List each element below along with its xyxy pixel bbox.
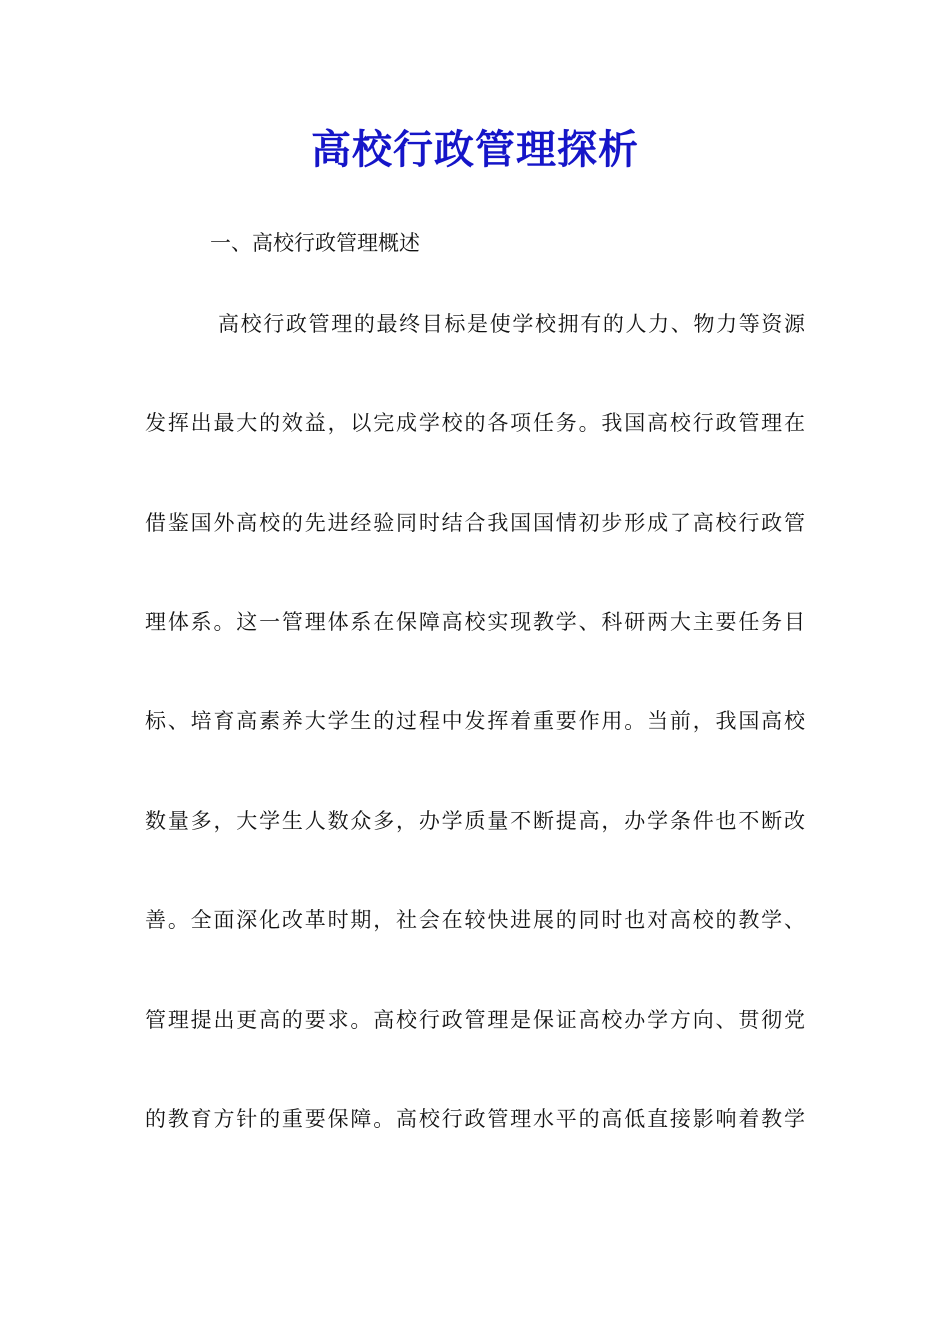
document-title: 高校行政管理探析 xyxy=(311,126,639,173)
paragraph-line: 发挥出最大的效益，以完成学校的各项任务。我国高校行政管理在 xyxy=(145,411,805,435)
paragraph-line: 善。全面深化改革时期，社会在较快进展的同时也对高校的教学、 xyxy=(145,908,805,932)
paragraph-line: 理体系。这一管理体系在保障高校实现教学、科研两大主要任务目 xyxy=(145,610,805,634)
paragraph-line: 标、培育高素养大学生的过程中发挥着重要作用。当前，我国高校 xyxy=(145,709,805,733)
paragraph-line: 的教育方针的重要保障。高校行政管理水平的高低直接影响着教学 xyxy=(145,1107,805,1131)
paragraph-line: 管理提出更高的要求。高校行政管理是保证高校办学方向、贯彻党 xyxy=(145,1008,805,1032)
paragraph-line: 高校行政管理的最终目标是使学校拥有的人力、物力等资源 xyxy=(218,312,805,336)
paragraph-line: 借鉴国外高校的先进经验同时结合我国国情初步形成了高校行政管 xyxy=(145,511,805,535)
section-heading: 一、高校行政管理概述 xyxy=(210,231,420,255)
paragraph-line: 数量多，大学生人数众多，办学质量不断提高，办学条件也不断改 xyxy=(145,809,805,833)
